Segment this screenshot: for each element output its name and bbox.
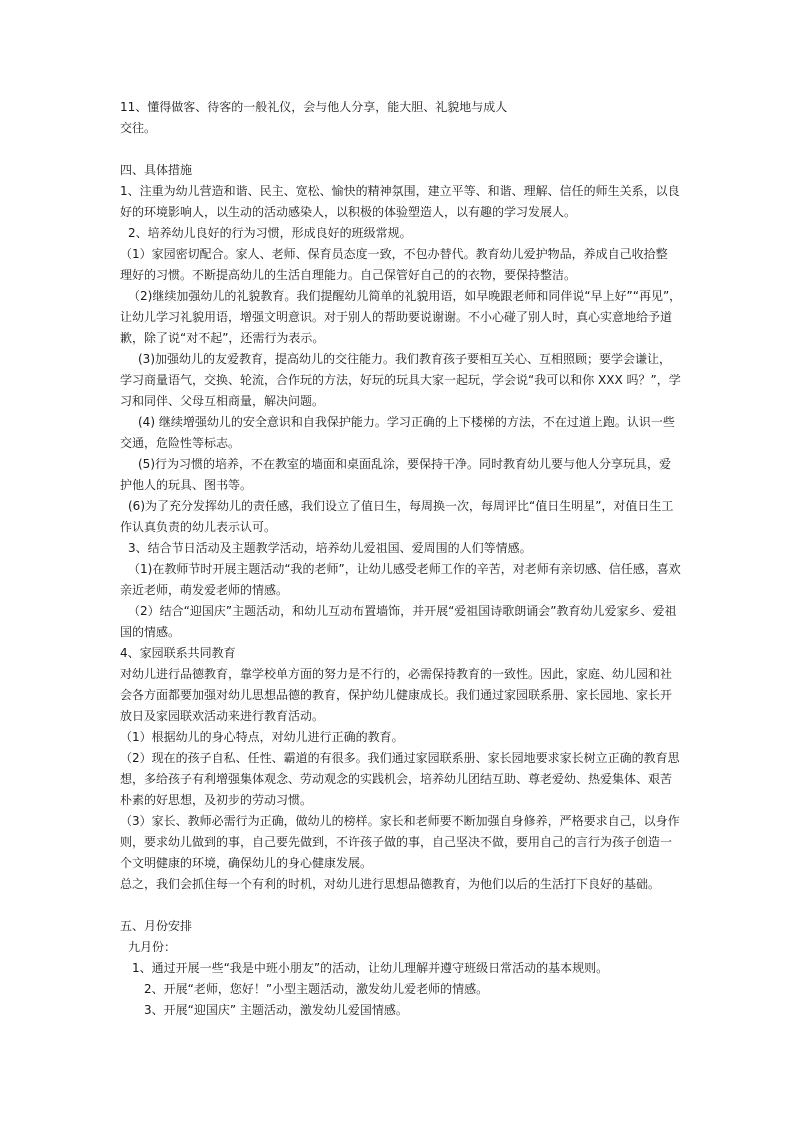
text-line: (3)加强幼儿的友爱教育，提高幼儿的交往能力。我们教育孩子要相互关心、互相照顾；要学会谦让， (138, 352, 672, 366)
text-line: 2、开展“老师，您好！”小型主题活动，激发幼儿爱老师的情感。 (144, 982, 489, 996)
text-line: 交通，危险性等标志。 (120, 436, 241, 450)
text-line: 好的环境影响人，以生动的活动感染人，以积极的体验塑造人，以有趣的学习发展人。 (120, 205, 577, 219)
text-line: 11、懂得做客、待客的一般礼仪，会与他人分享，能大胆、礼貌地与成人 (120, 100, 508, 114)
text-line: 放日及家园联欢活动来进行教育活动。 (120, 709, 325, 723)
text-line: 1、通过开展一些“我是中班小朋友”的活动，让幼儿理解并遵守班级日常活动的基本规则。 (132, 961, 609, 975)
text-line: 让幼儿学习礼貌用语，增强文明意识。对于别人的帮助要说谢谢。不小心碰了别人时，真心实意地给予道 (120, 310, 673, 324)
text-line: 3、开展“迎国庆” 主题活动，激发幼儿爱国情感。 (144, 1003, 408, 1017)
text-line: (6)为了充分发挥幼儿的责任感，我们设立了值日生，每周换一次，每周评比“值日生明星”，对值日生工 (128, 499, 674, 513)
section-heading: 四、具体措施 (120, 163, 193, 177)
text-line: 2、培养幼儿良好的行为习惯，形成良好的班级常规。 (128, 226, 412, 240)
text-line: （2)继续加强幼儿的礼貌教育。我们提醒幼儿简单的礼貌用语，如早晚跟老师和同伴说“早上好”“再见”， (128, 289, 682, 303)
text-line: （3）家长、教师必需行为正确，做幼儿的榜样。家长和老师要不断加强自身修养，严格要求自己，以身作 (120, 814, 680, 828)
text-line: 会各方面都要加强对幼儿思想品德的教育，保护幼儿健康成长。我们通过家园联系册、家长园地、家长开 (120, 688, 673, 702)
text-line: (5)行为习惯的培养，不在教室的墙面和桌面乱涂，要保持干净。同时教育幼儿要与他人分享玩具，爱 (138, 457, 672, 471)
text-line: （2）现在的孩子自私、任性、霸道的有很多。我们通过家园联系册、家长园地要求家长树立正确的教育思 (120, 751, 680, 765)
text-line: 习和同伴、父母互相商量，解决问题。 (120, 394, 325, 408)
section-heading: 五、月份安排 (120, 919, 193, 933)
text-line: （2）结合“迎国庆”主题活动，和幼儿互动布置墙饰，并开展“爱祖国诗歌朗诵会”教育幼儿爱家乡、爱祖 (128, 604, 677, 618)
text-line: 总之，我们会抓住每一个有利的时机，对幼儿进行思想品德教育，为他们以后的生活打下良好的基础。 (120, 877, 661, 891)
text-line: 学习商量语气，交换、轮流，合作玩的方法，好玩的玩具大家一起玩，学会说“我可以和你 XXX 吗？”，学 (120, 373, 681, 387)
text-line: （1）家园密切配合。家人、老师、保育员态度一致，不包办替代。教育幼儿爱护物品，养成自己收拾整 (120, 247, 668, 261)
text-line: 1、注重为幼儿营造和谐、民主、宽松、愉快的精神氛围，建立平等、和谐、理解、信任的师生关系，以良 (120, 184, 680, 198)
text-line: 交往。 (120, 121, 157, 135)
section-heading: 4、家园联系共同教育 (120, 646, 236, 660)
text-line: 歉，除了说“对不起”，还需行为表示。 (120, 331, 325, 345)
text-line: 想，多给孩子有利增强集体观念、劳动观念的实践机会，培养幼儿团结互助、尊老爱幼、热爱集体、艰苦 (120, 772, 673, 786)
text-line: （1)在教师节时开展主题活动“我的老师”，让幼儿感受老师工作的辛苦，对老师有亲切感、信任感，喜欢 (128, 562, 681, 576)
text-line: 理好的习惯。不断提高幼儿的生活自理能力。自己保管好自己的的衣物，要保持整洁。 (120, 268, 577, 282)
text-line: 3、结合节日活动及主题教学活动，培养幼儿爱祖国、爱周围的人们等情感。 (128, 541, 532, 555)
text-line: 九月份： (128, 940, 177, 954)
text-line: 国的情感。 (120, 625, 181, 639)
text-line: 对幼儿进行品德教育，靠学校单方面的努力是不行的，必需保持教育的一致性。因此，家庭、幼儿园和社 (120, 667, 673, 681)
text-line: 护他人的玩具、图书等。 (120, 478, 253, 492)
text-line: (4) 继续增强幼儿的安全意识和自我保护能力。学习正确的上下楼梯的方法，不在过道上跑。认识一些 (138, 415, 675, 429)
text-line: 作认真负责的幼儿表示认可。 (120, 520, 277, 534)
text-line: 朴素的好思想，及初步的劳动习惯。 (120, 793, 313, 807)
text-line: （1）根据幼儿的身心特点，对幼儿进行正确的教育。 (120, 730, 404, 744)
text-line: 个文明健康的环境，确保幼儿的身心健康发展。 (120, 856, 373, 870)
text-line: 则，要求幼儿做到的事，自己要先做到，不许孩子做的事，自己坚决不做，要用自己的言行为孩子创造一 (120, 835, 673, 849)
text-line: 亲近老师，萌发爱老师的情感。 (120, 583, 289, 597)
